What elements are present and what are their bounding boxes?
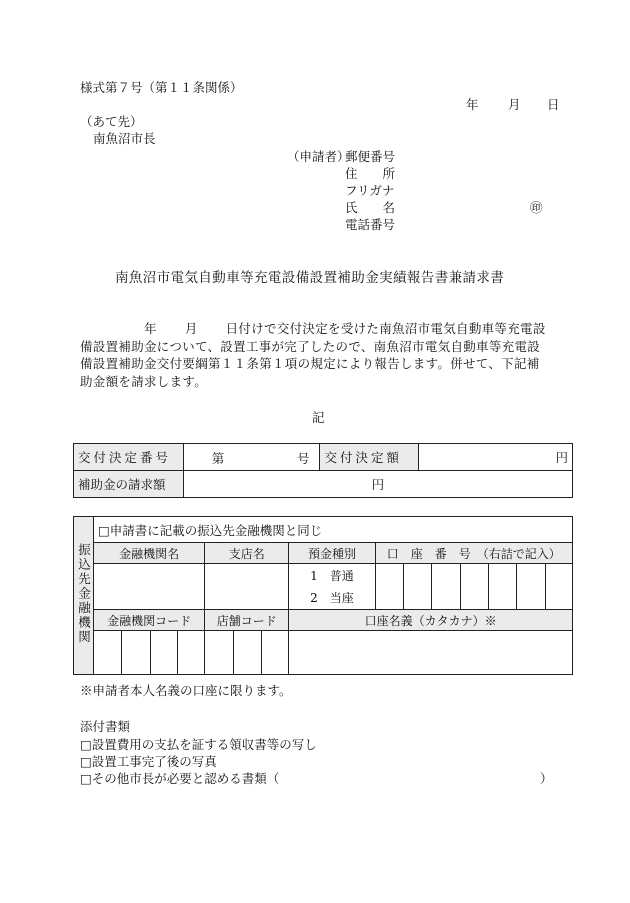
bank-table — [73, 516, 573, 675]
account-digit-2[interactable] — [403, 564, 431, 610]
addressee-name: 南魚沼市長 — [93, 131, 156, 146]
body-line-4: 助金額を請求します。 — [80, 373, 208, 389]
form-number: 様式第７号（第１１条関係） — [80, 80, 243, 95]
account-digit-3[interactable] — [432, 564, 460, 610]
body-line-2: 備設置補助金について、設置工事が完了したので、南魚沼市電気自動車等充電設 — [80, 338, 541, 354]
bank-code-digit-3[interactable] — [150, 631, 177, 675]
applicant-address-label: 住 所 — [345, 166, 396, 181]
applicant-phone-label: 電話番号 — [345, 217, 396, 232]
deposit-option-ordinary[interactable]: 1 普通 — [310, 568, 354, 583]
seal-mark: ㊞ — [530, 200, 543, 215]
request-amount-unit: 円 — [371, 477, 385, 492]
attachment-receipt-checkbox[interactable]: □設置費用の支払を証する領収書等の写し — [80, 737, 317, 752]
attachment-other-close-paren: ） — [540, 771, 553, 786]
attachment-other-checkbox[interactable]: □その他市長が必要と認める書類（ — [80, 771, 280, 786]
decision-number-suffix: 号 — [296, 450, 310, 466]
account-holder-header: 口座名義（カタカナ）※ — [289, 610, 573, 631]
applicant-postal-label: 郵便番号 — [345, 149, 396, 164]
deposit-type-header: 預金種別 — [289, 543, 375, 564]
account-digit-1[interactable] — [375, 564, 403, 610]
report-body — [80, 320, 560, 390]
account-holder-input[interactable] — [289, 631, 573, 675]
decision-number-label: 交付決定番号 — [74, 444, 184, 471]
account-digit-7[interactable] — [545, 564, 572, 610]
attachment-photo-checkbox[interactable]: □設置工事完了後の写真 — [80, 754, 217, 769]
request-amount-cell[interactable] — [183, 471, 572, 498]
document-title: 南魚沼市電気自動車等充電設備設置補助金実績報告書兼請求書 — [115, 270, 505, 286]
account-digit-5[interactable] — [488, 564, 516, 610]
account-digit-4[interactable] — [460, 564, 488, 610]
addressee-label: （あて先） — [80, 114, 143, 129]
request-amount-label: 補助金の請求額 — [74, 471, 184, 498]
bank-code-digit-4[interactable] — [177, 631, 204, 675]
decision-table — [73, 443, 573, 498]
account-digit-6[interactable] — [517, 564, 545, 610]
branch-code-digit-1[interactable] — [205, 631, 233, 675]
branch-code-digit-2[interactable] — [233, 631, 261, 675]
applicant-role-label: （申請者） — [287, 149, 350, 164]
bank-code-digit-1[interactable] — [93, 631, 121, 675]
body-line-1: 日付けで交付決定を受けた南魚沼市電気自動車等充電設 — [225, 321, 546, 336]
body-year-label: 年 — [144, 321, 157, 336]
decision-amount-unit: 円 — [555, 450, 568, 465]
attachments-title: 添付書類 — [80, 719, 131, 734]
branch-name-input[interactable] — [205, 564, 289, 610]
bank-name-input[interactable] — [93, 564, 204, 610]
applicant-furigana-label: フリガナ — [345, 183, 395, 198]
account-note: ※申請者本人名義の口座に限ります。 — [80, 683, 292, 698]
bank-code-digit-2[interactable] — [122, 631, 150, 675]
same-as-application-checkbox[interactable]: □申請書に記載の振込先金融機関と同じ — [93, 517, 572, 543]
bank-name-header: 金融機関名 — [93, 543, 204, 564]
decision-number-cell[interactable] — [183, 444, 320, 471]
body-month-label: 月 — [184, 321, 198, 336]
ki-heading: 記 — [312, 410, 325, 425]
body-line-3: 備設置補助金交付要綱第１１条第１項の規定により報告します。併せて、下記補 — [80, 356, 540, 371]
decision-number-prefix: 第 — [211, 450, 225, 466]
branch-code-header: 店舗コード — [205, 610, 289, 631]
decision-amount-cell[interactable] — [419, 444, 573, 471]
branch-name-header: 支店名 — [205, 543, 289, 564]
bank-code-header: 金融機関コード — [93, 610, 204, 631]
bank-side-label: 振込先金融機関 — [74, 517, 94, 675]
applicant-name-label: 氏 名 — [345, 200, 396, 215]
deposit-option-current[interactable]: 2 当座 — [310, 590, 354, 605]
date-month-label: 月 — [508, 97, 521, 112]
account-number-header: 口 座 番 号 （右詰で記入） — [375, 543, 572, 564]
deposit-type-options[interactable] — [289, 564, 375, 610]
date-day-label: 日 — [547, 97, 560, 112]
decision-amount-label: 交付決定額 — [320, 444, 419, 471]
branch-code-digit-3[interactable] — [261, 631, 288, 675]
date-year-label: 年 — [466, 97, 479, 112]
